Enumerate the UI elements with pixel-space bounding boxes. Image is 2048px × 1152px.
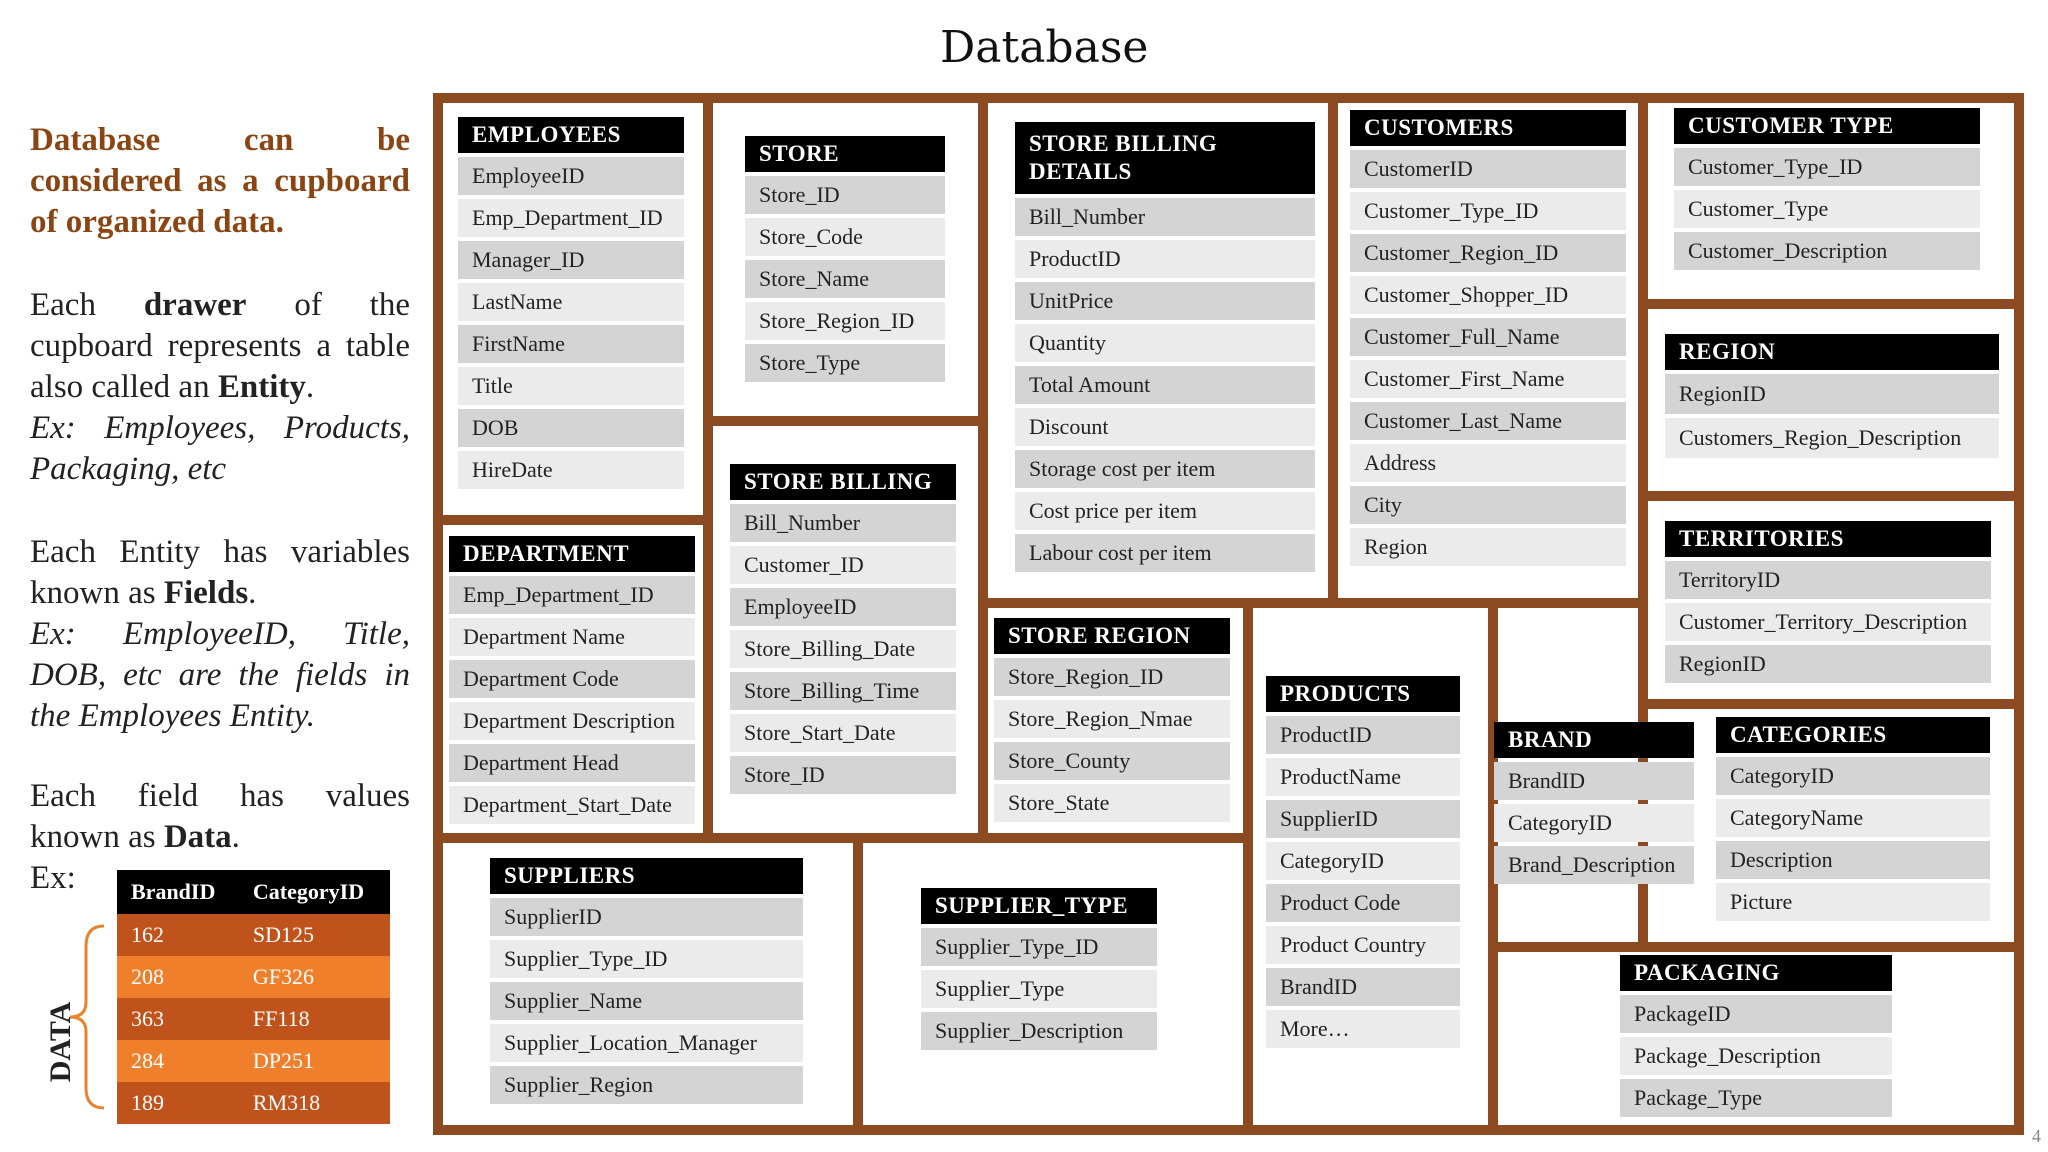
entity-field: Customer_ID xyxy=(730,546,956,584)
entity-field: Product Code xyxy=(1266,884,1460,922)
entity-field: Customer_Full_Name xyxy=(1350,318,1626,356)
word: Each xyxy=(30,287,96,323)
entity-title: SUPPLIERS xyxy=(490,858,803,894)
entity-field: Store_ID xyxy=(745,176,945,214)
text: known as xyxy=(30,575,156,611)
entity-field: BrandID xyxy=(1494,762,1694,800)
entity-title: SUPPLIER_TYPE xyxy=(921,888,1157,924)
entity-field: Picture xyxy=(1716,883,1990,921)
intro-line: DOB, etc are the fields in xyxy=(30,657,410,693)
entity-title: STORE BILLING DETAILS xyxy=(1015,122,1315,194)
entity-field: HireDate xyxy=(458,451,684,489)
intro-line: Each field has values xyxy=(30,778,410,814)
table-row xyxy=(117,956,390,998)
entity-field: ProductID xyxy=(1015,240,1315,278)
entity-title: CUSTOMERS xyxy=(1350,110,1626,146)
entity-field: Store_Code xyxy=(745,218,945,256)
entity-field: EmployeeID xyxy=(730,588,956,626)
intro-line: the Employees Entity. xyxy=(30,698,315,734)
intro-paragraph-2 xyxy=(30,285,410,490)
entity-field: Department Description xyxy=(449,702,695,740)
entity-field: Supplier_Region xyxy=(490,1066,803,1104)
entity-employees xyxy=(458,117,684,489)
entity-field: PackageID xyxy=(1620,995,1892,1033)
table-row xyxy=(117,1082,390,1124)
entity-territories xyxy=(1665,521,1991,683)
table-cell: 189 xyxy=(117,1082,239,1124)
intro-line: Ex: EmployeeID, Title, xyxy=(30,616,410,652)
text: . xyxy=(305,369,315,405)
entity-field: Labour cost per item xyxy=(1015,534,1315,572)
entity-field: Bill_Number xyxy=(730,504,956,542)
entity-title: PRODUCTS xyxy=(1266,676,1460,712)
entity-field: Package_Type xyxy=(1620,1079,1892,1117)
entity-title: STORE xyxy=(745,136,945,172)
entity-field: Store_Type xyxy=(745,344,945,382)
entity-field: Region xyxy=(1350,528,1626,566)
entity-field: Store_County xyxy=(994,742,1230,780)
entity-field: Customer_Description xyxy=(1674,232,1980,270)
column-header: CategoryID xyxy=(239,870,390,914)
entity-field: Emp_Department_ID xyxy=(449,576,695,614)
intro-line: Packaging, etc xyxy=(30,451,227,487)
entity-field: FirstName xyxy=(458,325,684,363)
entity-store-billing xyxy=(730,464,956,794)
entity-field: Address xyxy=(1350,444,1626,482)
intro-line: of organized data. xyxy=(30,204,284,240)
entity-field: Storage cost per item xyxy=(1015,450,1315,488)
entity-title: EMPLOYEES xyxy=(458,117,684,153)
entity-store-billing-details xyxy=(1015,122,1315,572)
entity-field: CategoryID xyxy=(1716,757,1990,795)
entity-field: Store_Billing_Time xyxy=(730,672,956,710)
entity-field: Customer_Shopper_ID xyxy=(1350,276,1626,314)
table-row xyxy=(117,998,390,1040)
entity-title: STORE BILLING xyxy=(730,464,956,500)
entity-customer-type xyxy=(1674,108,1980,270)
entity-field: Title xyxy=(458,367,684,405)
entity-field: CustomerID xyxy=(1350,150,1626,188)
entity-field: CategoryID xyxy=(1494,804,1694,842)
entity-field: Department Name xyxy=(449,618,695,656)
entity-field: Product Country xyxy=(1266,926,1460,964)
entity-categories xyxy=(1716,717,1990,921)
entity-field: Store_State xyxy=(994,784,1230,822)
entity-title: STORE REGION xyxy=(994,618,1230,654)
entity-field: EmployeeID xyxy=(458,157,684,195)
entity-products xyxy=(1266,676,1460,1048)
entity-field: Store_Region_ID xyxy=(745,302,945,340)
table-cell: 284 xyxy=(117,1040,239,1082)
intro-line xyxy=(30,367,410,408)
entity-title: CATEGORIES xyxy=(1716,717,1990,753)
entity-field: Store_Name xyxy=(745,260,945,298)
entity-field: Cost price per item xyxy=(1015,492,1315,530)
entity-field: ProductID xyxy=(1266,716,1460,754)
entity-field: Total Amount xyxy=(1015,366,1315,404)
entity-field: Store_Region_Nmae xyxy=(994,700,1230,738)
keyword-data: Data xyxy=(163,819,232,855)
entity-region xyxy=(1665,334,1999,458)
entity-title: PACKAGING xyxy=(1620,955,1892,991)
entity-field: TerritoryID xyxy=(1665,561,1991,599)
entity-department xyxy=(449,536,695,824)
entity-suppliers xyxy=(490,858,803,1104)
entity-field: Store_Billing_Date xyxy=(730,630,956,668)
entity-field: UnitPrice xyxy=(1015,282,1315,320)
data-label: DATA xyxy=(44,1001,77,1083)
entity-field: Supplier_Location_Manager xyxy=(490,1024,803,1062)
entity-field: Supplier_Type xyxy=(921,970,1157,1008)
page-title: Database xyxy=(940,22,1149,73)
page-number: 4 xyxy=(2032,1126,2041,1146)
table-cell: SD125 xyxy=(239,914,390,956)
entity-title: DEPARTMENT xyxy=(449,536,695,572)
entity-field: Discount xyxy=(1015,408,1315,446)
table-cell: GF326 xyxy=(239,956,390,998)
entity-field: Customers_Region_Description xyxy=(1665,418,1999,458)
entity-packaging xyxy=(1620,955,1892,1117)
table-cell: FF118 xyxy=(239,998,390,1040)
intro-line: Ex: xyxy=(30,860,76,896)
entity-field: Emp_Department_ID xyxy=(458,199,684,237)
table-cell: 208 xyxy=(117,956,239,998)
table-cell: 363 xyxy=(117,998,239,1040)
word: of xyxy=(294,287,322,323)
entity-field: Customer_Type xyxy=(1674,190,1980,228)
entity-customers xyxy=(1350,110,1626,566)
entity-field: Store_Start_Date xyxy=(730,714,956,752)
entity-field: Customer_Type_ID xyxy=(1350,192,1626,230)
entity-field: BrandID xyxy=(1266,968,1460,1006)
entity-field: LastName xyxy=(458,283,684,321)
table-cell: 162 xyxy=(117,914,239,956)
intro-line: Ex: Employees, Products, xyxy=(30,410,410,446)
entity-field: Customer_Type_ID xyxy=(1674,148,1980,186)
intro-line xyxy=(30,817,410,858)
intro-line xyxy=(30,573,410,614)
table-header-row xyxy=(117,870,390,914)
entity-supplier-type xyxy=(921,888,1157,1050)
entity-title: BRAND xyxy=(1494,722,1694,758)
entity-field: Manager_ID xyxy=(458,241,684,279)
keyword-fields: Fields xyxy=(163,575,249,611)
entity-field: CategoryID xyxy=(1266,842,1460,880)
intro-paragraph-3 xyxy=(30,532,410,737)
table-row xyxy=(117,914,390,956)
entity-field: Customer_Region_ID xyxy=(1350,234,1626,272)
entity-field: RegionID xyxy=(1665,374,1999,414)
entity-title: TERRITORIES xyxy=(1665,521,1991,557)
entity-field: Department Head xyxy=(449,744,695,782)
table-cell: RM318 xyxy=(239,1082,390,1124)
intro-paragraph-1 xyxy=(30,120,410,243)
table-row xyxy=(117,1040,390,1082)
entity-title: CUSTOMER TYPE xyxy=(1674,108,1980,144)
intro-line: Each Entity has variables xyxy=(30,534,410,570)
entity-field: CategoryName xyxy=(1716,799,1990,837)
intro-line: cupboard represents a table xyxy=(30,328,410,364)
entity-field: Supplier_Type_ID xyxy=(921,928,1157,966)
entity-field: Brand_Description xyxy=(1494,846,1694,884)
entity-field: Department Code xyxy=(449,660,695,698)
intro-line: considered as a cupboard xyxy=(30,163,410,199)
entity-brand xyxy=(1494,722,1694,884)
data-example-table xyxy=(117,870,390,1124)
entity-field: Customer_First_Name xyxy=(1350,360,1626,398)
entity-store xyxy=(745,136,945,382)
entity-field: Supplier_Name xyxy=(490,982,803,1020)
text: known as xyxy=(30,819,156,855)
intro-line: Database can be xyxy=(30,122,410,158)
entity-field: City xyxy=(1350,486,1626,524)
entity-field: Customer_Territory_Description xyxy=(1665,603,1991,641)
keyword-drawer: drawer xyxy=(143,287,247,323)
entity-field: Supplier_Type_ID xyxy=(490,940,803,978)
entity-field: Customer_Last_Name xyxy=(1350,402,1626,440)
text: also called an xyxy=(30,369,210,405)
word: the xyxy=(369,287,410,323)
entity-field: Bill_Number xyxy=(1015,198,1315,236)
entity-store-region xyxy=(994,618,1230,822)
table-cell: DP251 xyxy=(239,1040,390,1082)
entity-field: Store_Region_ID xyxy=(994,658,1230,696)
entity-field: Store_ID xyxy=(730,756,956,794)
entity-field: Department_Start_Date xyxy=(449,786,695,824)
text: . xyxy=(231,819,240,855)
entity-field: Supplier_Description xyxy=(921,1012,1157,1050)
entity-field: SupplierID xyxy=(1266,800,1460,838)
entity-field: SupplierID xyxy=(490,898,803,936)
entity-field: Package_Description xyxy=(1620,1037,1892,1075)
entity-field: RegionID xyxy=(1665,645,1991,683)
entity-title: REGION xyxy=(1665,334,1999,370)
text: . xyxy=(248,575,257,611)
entity-field: Description xyxy=(1716,841,1990,879)
entity-field: DOB xyxy=(458,409,684,447)
entity-field: More… xyxy=(1266,1010,1460,1048)
intro-line xyxy=(30,285,410,326)
column-header: BrandID xyxy=(117,870,239,914)
entity-field: ProductName xyxy=(1266,758,1460,796)
keyword-entity: Entity xyxy=(217,369,306,405)
entity-field: Quantity xyxy=(1015,324,1315,362)
